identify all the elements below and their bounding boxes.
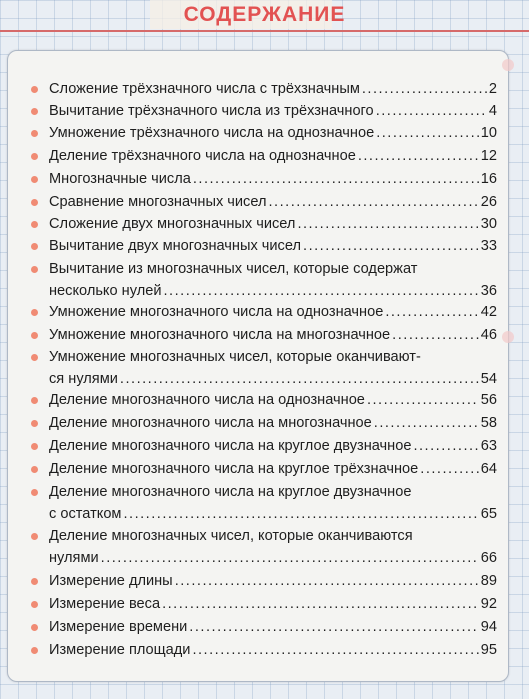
toc-entry[interactable] bbox=[31, 238, 507, 260]
toc-entry-page: 89 bbox=[480, 573, 497, 589]
toc-entry[interactable] bbox=[31, 596, 507, 618]
toc-entry-page: 12 bbox=[480, 148, 497, 164]
toc-panel bbox=[7, 50, 509, 682]
bullet-icon bbox=[31, 420, 38, 427]
toc-entry-title: Вычитание из многозначных чисел, которые содержат bbox=[49, 261, 418, 277]
toc-entry-title: ся нулями bbox=[49, 371, 118, 387]
toc-entry-title: Многозначные числа bbox=[49, 171, 191, 187]
toc-entry-page: 65 bbox=[480, 506, 497, 522]
toc-entry-page: 30 bbox=[480, 216, 497, 232]
toc-entry[interactable] bbox=[31, 216, 507, 238]
bullet-icon bbox=[31, 489, 38, 496]
toc-entry-title: Сравнение многозначных чисел bbox=[49, 194, 267, 210]
toc-entry[interactable] bbox=[31, 125, 507, 147]
bullet-icon bbox=[31, 397, 38, 404]
dot-leader bbox=[367, 392, 479, 409]
toc-entry[interactable] bbox=[31, 304, 507, 326]
toc-entry-page: 56 bbox=[480, 392, 497, 408]
header-rule bbox=[0, 30, 529, 32]
toc-entry[interactable] bbox=[31, 619, 507, 641]
dot-leader bbox=[120, 371, 479, 388]
dot-leader bbox=[413, 438, 478, 455]
dot-leader bbox=[123, 506, 478, 523]
toc-entry-page: 42 bbox=[480, 304, 497, 320]
bullet-icon bbox=[31, 332, 38, 339]
dot-leader bbox=[101, 550, 479, 567]
toc-entry-page: 26 bbox=[480, 194, 497, 210]
bullet-icon bbox=[31, 466, 38, 473]
toc-entry[interactable] bbox=[31, 484, 507, 528]
toc-entry[interactable] bbox=[31, 81, 507, 103]
toc-entry-title: нулями bbox=[49, 550, 99, 566]
dot-leader bbox=[374, 415, 479, 432]
toc-entry[interactable] bbox=[31, 438, 507, 460]
toc-entry-page: 54 bbox=[480, 371, 497, 387]
toc-entry-title: Сложение трёхзначного числа с трёхзначным bbox=[49, 81, 360, 97]
toc-entry-page: 16 bbox=[480, 171, 497, 187]
toc-entry-title: Умножение многозначного числа на однозначное bbox=[49, 304, 384, 320]
toc-entry-title: с остатком bbox=[49, 506, 122, 522]
dot-leader bbox=[192, 642, 478, 659]
toc-entry-title: Измерение длины bbox=[49, 573, 173, 589]
bullet-icon bbox=[31, 578, 38, 585]
toc-entry-title: Деление многозначного числа на однозначное bbox=[49, 392, 365, 408]
toc-entry-title: Сложение двух многозначных чисел bbox=[49, 216, 296, 232]
toc-entry[interactable] bbox=[31, 261, 507, 305]
toc-entry[interactable] bbox=[31, 461, 507, 483]
toc-entry-title: Вычитание двух многозначных чисел bbox=[49, 238, 302, 254]
dot-leader bbox=[362, 81, 487, 98]
toc-entry-title: Деление трёхзначного числа на однозначное bbox=[49, 148, 356, 164]
toc-entry-page: 63 bbox=[480, 438, 497, 454]
bullet-icon bbox=[31, 176, 38, 183]
dot-leader bbox=[303, 238, 479, 255]
toc-entry[interactable] bbox=[31, 642, 507, 664]
bullet-icon bbox=[31, 130, 38, 137]
toc-entry-page: 95 bbox=[480, 642, 497, 658]
bullet-icon bbox=[31, 199, 38, 206]
dot-leader bbox=[269, 194, 479, 211]
dot-leader bbox=[376, 103, 487, 120]
bullet-icon bbox=[31, 266, 38, 273]
toc-entry[interactable] bbox=[31, 171, 507, 193]
toc-entry[interactable] bbox=[31, 528, 507, 572]
dot-leader bbox=[162, 596, 479, 613]
bullet-icon bbox=[31, 221, 38, 228]
bullet-icon bbox=[31, 354, 38, 361]
toc-entry-page: 2 bbox=[488, 81, 497, 97]
toc-entry[interactable] bbox=[31, 327, 507, 349]
toc-entry-title: Деление многозначных чисел, которые оканчиваются bbox=[49, 528, 413, 544]
toc-entry-page: 92 bbox=[480, 596, 497, 612]
dot-leader bbox=[376, 125, 479, 142]
bullet-icon bbox=[31, 243, 38, 250]
toc-entry-title: несколько нулей bbox=[49, 283, 162, 299]
bullet-icon bbox=[31, 153, 38, 160]
dot-leader bbox=[297, 216, 478, 233]
toc-entry-title: Вычитание трёхзначного числа из трёхзначного bbox=[49, 103, 374, 119]
bullet-icon bbox=[31, 108, 38, 115]
bullet-icon bbox=[31, 601, 38, 608]
toc-entry-title: Измерение площади bbox=[49, 642, 191, 658]
toc-entry-title: Деление многозначного числа на круглое двузначное bbox=[49, 484, 412, 500]
toc-entry[interactable] bbox=[31, 148, 507, 170]
toc-entry[interactable] bbox=[31, 349, 507, 393]
dot-leader bbox=[175, 573, 479, 590]
bullet-icon bbox=[31, 647, 38, 654]
decor-ring bbox=[502, 59, 514, 71]
bullet-icon bbox=[31, 624, 38, 631]
toc-entry-title: Умножение многозначного числа на многозначное bbox=[49, 327, 391, 343]
dot-leader bbox=[420, 461, 479, 478]
page-title: СОДЕРЖАНИЕ bbox=[183, 3, 346, 26]
toc-entry-page: 94 bbox=[480, 619, 497, 635]
toc-entry-page: 10 bbox=[480, 125, 497, 141]
dot-leader bbox=[358, 148, 479, 165]
toc-entry[interactable] bbox=[31, 392, 507, 414]
dot-leader bbox=[193, 171, 479, 188]
bullet-icon bbox=[31, 443, 38, 450]
toc-entry-page: 36 bbox=[480, 283, 497, 299]
toc-entry[interactable] bbox=[31, 415, 507, 437]
dot-leader bbox=[163, 283, 478, 300]
toc-entry-title: Измерение веса bbox=[49, 596, 161, 612]
toc-entry-page: 58 bbox=[480, 415, 497, 431]
toc-entry-page: 64 bbox=[480, 461, 497, 477]
bullet-icon bbox=[31, 533, 38, 540]
toc-entry-title: Деление многозначного числа на круглое двузначное bbox=[49, 438, 412, 454]
toc-entry-page: 46 bbox=[480, 327, 497, 343]
toc-entry-title: Умножение многозначных чисел, которые оканчивают- bbox=[49, 349, 421, 365]
toc-entry-title: Измерение времени bbox=[49, 619, 188, 635]
toc-entry-title: Умножение трёхзначного числа на однозначное bbox=[49, 125, 375, 141]
dot-leader bbox=[392, 327, 479, 344]
dot-leader bbox=[385, 304, 478, 321]
bullet-icon bbox=[31, 86, 38, 93]
toc-entry-page: 33 bbox=[480, 238, 497, 254]
toc-entry[interactable] bbox=[31, 194, 507, 216]
toc-entry-page: 4 bbox=[488, 103, 497, 119]
toc-entry-title: Деление многозначного числа на круглое трёхзначное bbox=[49, 461, 419, 477]
toc-entry-title: Деление многозначного числа на многозначное bbox=[49, 415, 372, 431]
toc-entry[interactable] bbox=[31, 103, 507, 125]
bullet-icon bbox=[31, 309, 38, 316]
dot-leader bbox=[189, 619, 478, 636]
toc-entry[interactable] bbox=[31, 573, 507, 595]
toc-entry-page: 66 bbox=[480, 550, 497, 566]
